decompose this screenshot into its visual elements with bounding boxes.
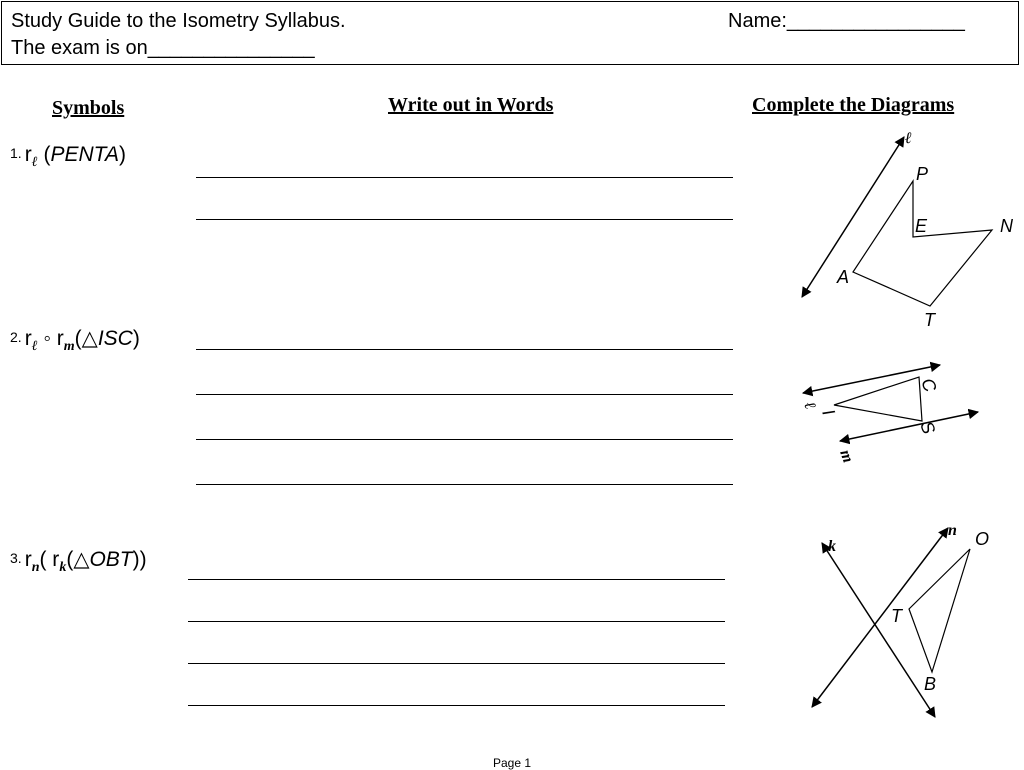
- page-number: Page 1: [492, 756, 532, 770]
- vertex-n-label: N: [1000, 216, 1013, 236]
- vertex-i-label: I: [818, 406, 839, 419]
- line-n-label: n: [948, 522, 957, 539]
- figure-name: ISC: [97, 327, 133, 350]
- problem-number: 1.: [10, 145, 22, 161]
- figure-name: OBT: [89, 548, 133, 571]
- triangle-icon: △: [73, 548, 90, 571]
- reflection-operator: r: [24, 548, 32, 571]
- reflection-line-m: [840, 412, 978, 441]
- paren: )): [132, 548, 147, 571]
- diagrams-heading: Complete the Diagrams: [752, 94, 955, 116]
- vertex-c-label: C: [917, 375, 941, 395]
- vertex-e-label: E: [915, 216, 928, 236]
- vertex-s-label: S: [916, 418, 940, 437]
- vertex-t-label: T: [924, 310, 935, 330]
- diagram-1-pentagon[interactable]: [802, 130, 1014, 330]
- reflection-operator: r: [24, 327, 32, 350]
- vertex-p-label: P: [916, 164, 929, 184]
- line-l-label: ℓ: [800, 399, 819, 412]
- vertex-o-label: O: [975, 529, 990, 549]
- reflection-line-subscript: n: [31, 560, 40, 575]
- problem-number: 3.: [10, 550, 22, 566]
- paren: ): [118, 143, 126, 166]
- name-field-label[interactable]: Name:________________: [728, 10, 965, 32]
- words-heading: Write out in Words: [388, 94, 554, 116]
- paren: ( r: [39, 548, 60, 571]
- paren: ): [132, 327, 140, 350]
- figure-name: PENTA: [50, 143, 119, 166]
- line-k-label: k: [828, 538, 836, 555]
- paren: (: [74, 327, 82, 350]
- vertex-t-label: T: [891, 606, 902, 626]
- diagram-2-triangle[interactable]: [800, 365, 978, 465]
- line-l-label: ℓ: [905, 130, 912, 147]
- line-m-label: m: [836, 447, 857, 466]
- problem-number: 2.: [10, 329, 22, 345]
- diagram-3-triangle[interactable]: [812, 522, 989, 717]
- reflection-line-subscript: ℓ: [31, 155, 38, 170]
- paren: (: [37, 143, 51, 166]
- paren: (: [66, 548, 74, 571]
- reflection-line-subscript: ℓ: [31, 339, 38, 354]
- vertex-a-label: A: [837, 267, 850, 287]
- triangle-icon: △: [81, 327, 98, 350]
- reflection-line-k: [822, 543, 935, 717]
- page-title: Study Guide to the Isometry Syllabus.: [11, 10, 346, 32]
- reflection-line-subscript: m: [63, 339, 75, 354]
- reflection-operator: r: [24, 143, 32, 166]
- symbols-heading: Symbols: [52, 97, 125, 119]
- vertex-b-label: B: [924, 674, 937, 694]
- reflection-line-subscript: k: [59, 560, 67, 575]
- pentagon-penta: [853, 181, 992, 306]
- exam-date-label[interactable]: The exam is on_______________: [11, 37, 315, 59]
- composition-operator: ◦ r: [37, 327, 64, 350]
